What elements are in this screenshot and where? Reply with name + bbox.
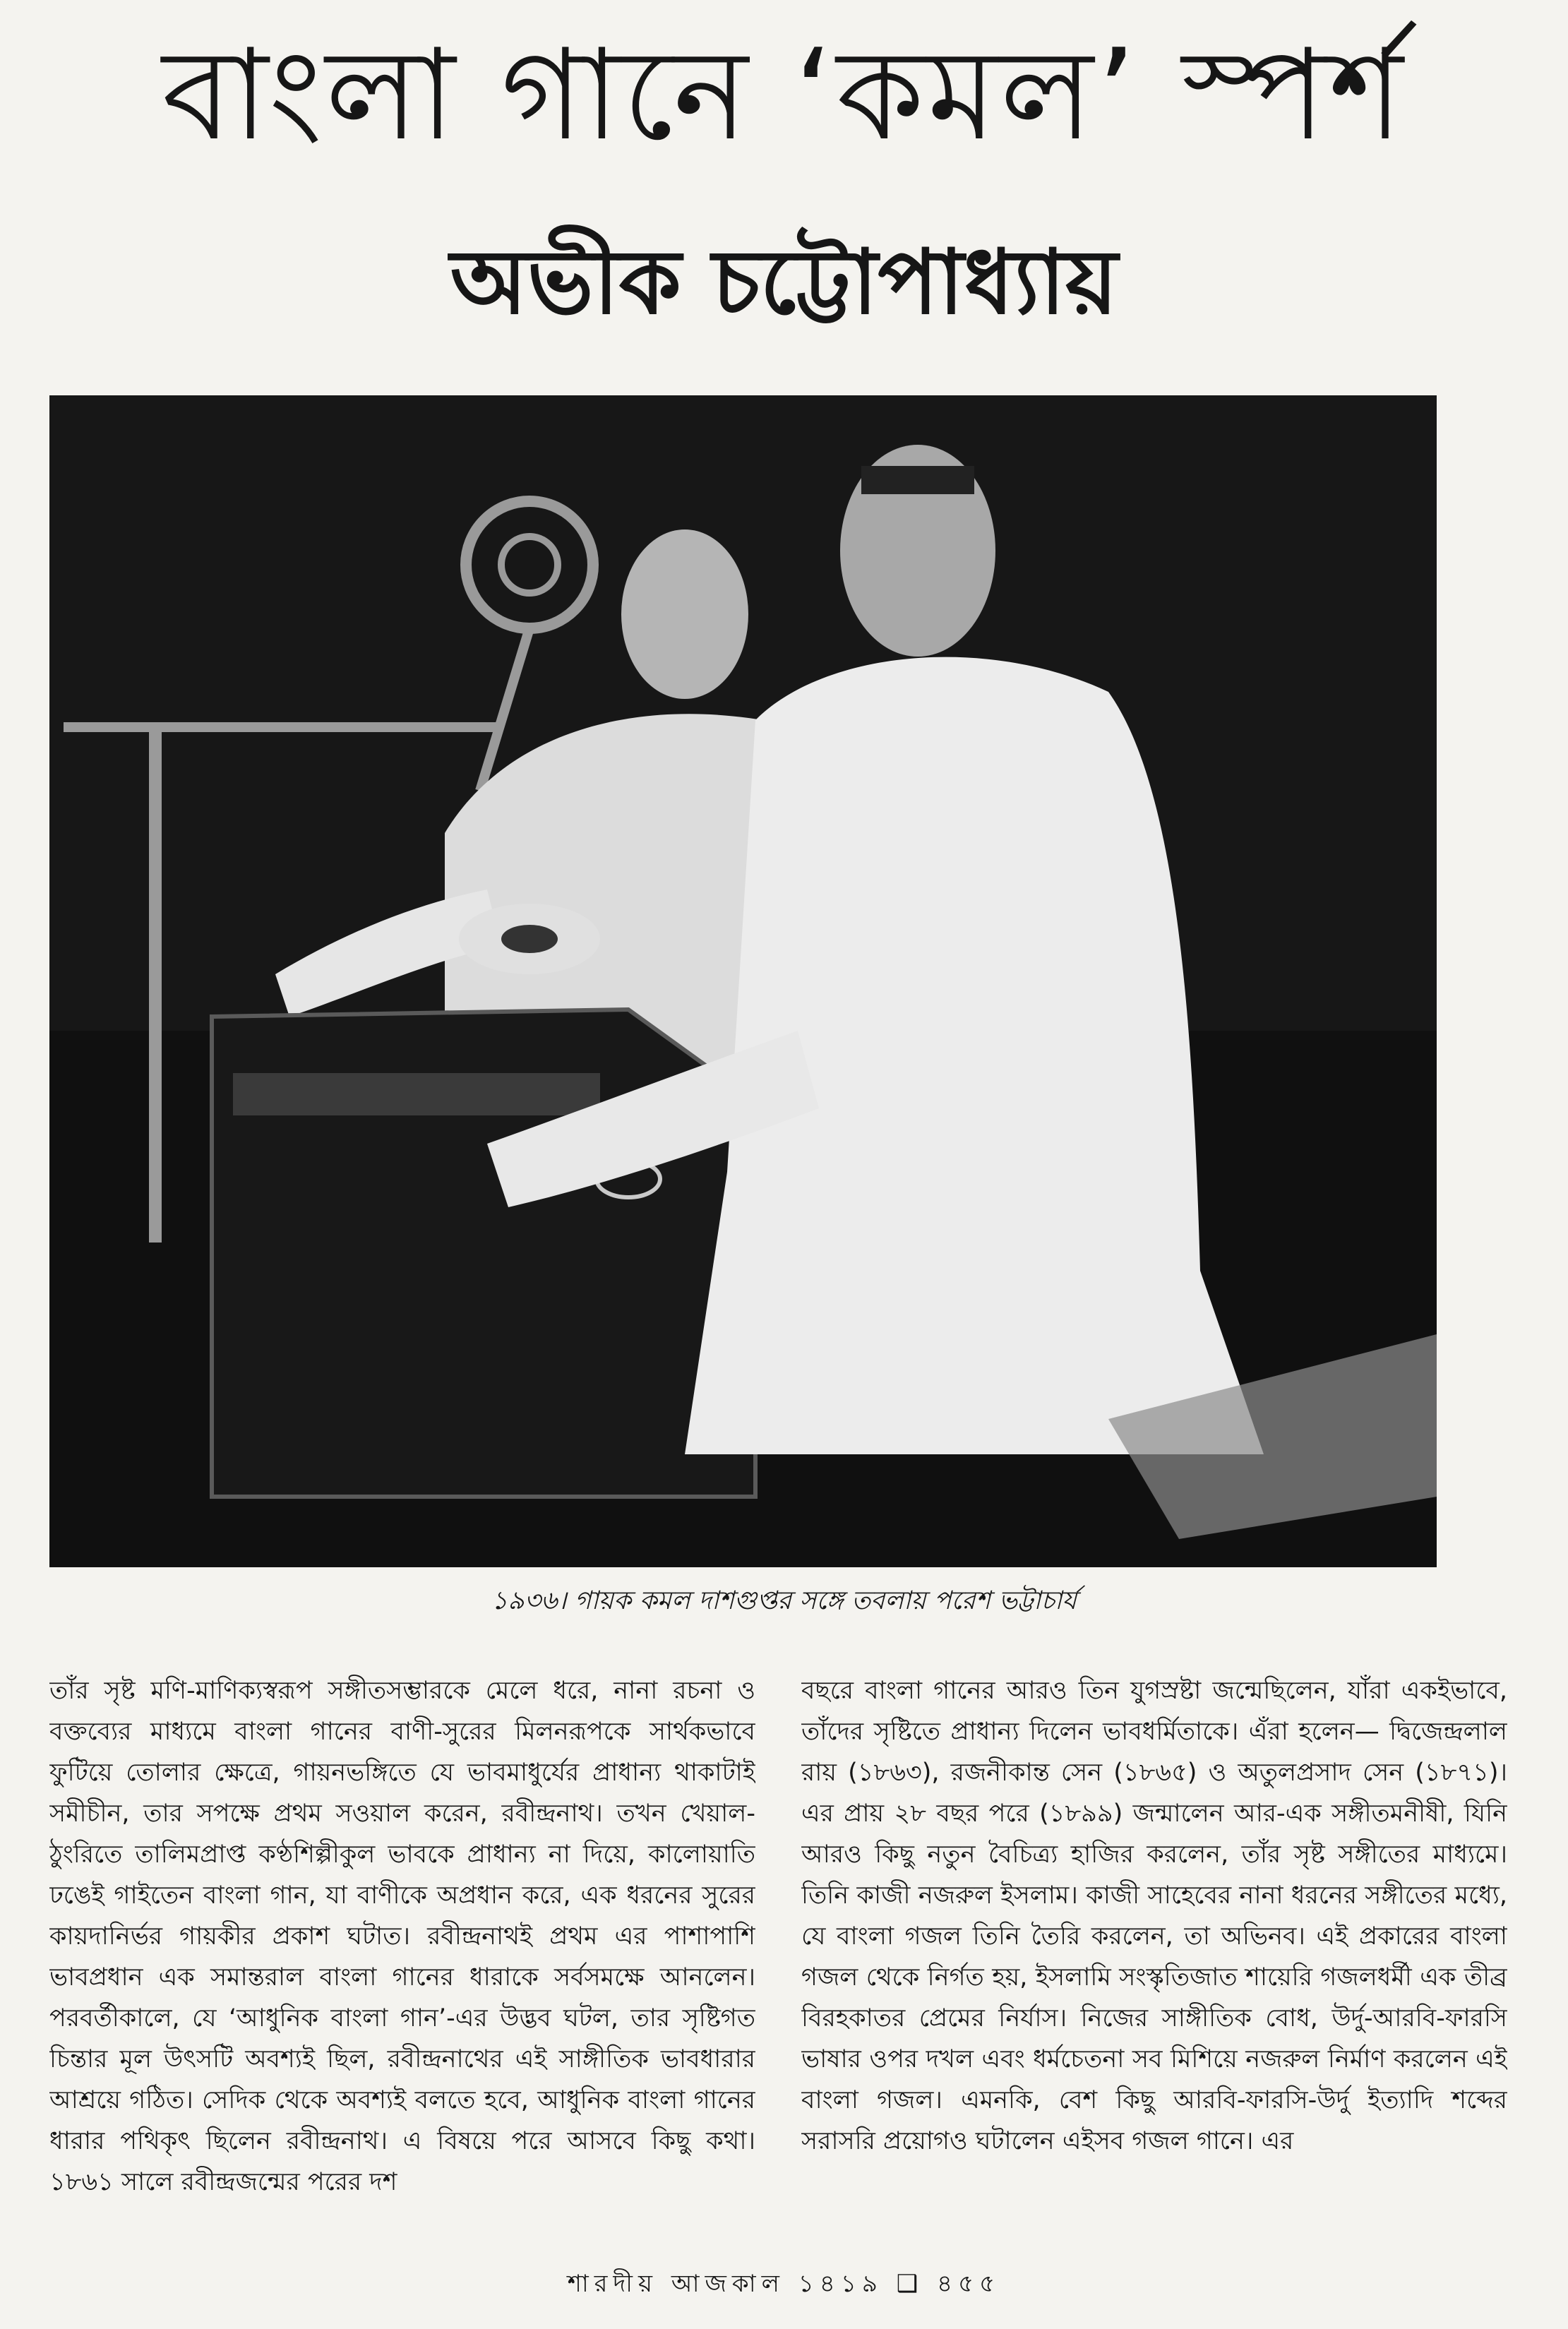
page-footer: শারদীয় আজকাল ১৪১৯ ❑ ৪৫৫ [567,2270,1001,2298]
article-column-right [801,1670,1507,2249]
article-column-left [49,1670,755,2249]
article-title: বাংলা গানে ‘কমল’ স্পর্শ [162,22,1406,168]
photo-illustration [49,395,1437,1567]
photo-caption: ১৯৩৬। গায়ক কমল দাশগুপ্তর সঙ্গে তবলায় পরেশ ভট্টাচার্য [491,1586,1077,1615]
body-paragraph-left: তাঁর সৃষ্ট মণি-মাণিক্যস্বরূপ সঙ্গীতসম্ভারকে মেলে ধরে, নানা রচনা ও বক্তব্যের মাধ্যমে বাংলা গানের বাণী-সুরের মিলনরূপকে সার্থকভাবে ফুটিয়ে তোলার ক্ষেত্রে, গায়নভঙ্গিতে যে ভাবমাধুর্যের প্রাধান্য থাকাটাই সমীচীন, তার সপক্ষে প্রথম সওয়াল করেন, রবীন্দ্রনাথ। তখন খেয়াল-ঠুংরিতে তালিমপ্রাপ্ত কণ্ঠশিল্পীকুল ভাবকে প্রাধান্য না দিয়ে, কালোয়াতি ঢঙেই গাইতেন বাংলা গান, যা বাণীকে অপ্রধান করে, এক ধরনের সুরের কায়দানির্ভর গায়কীর প্রকাশ ঘটাত। রবীন্দ্রনাথই প্রথম এর পাশাপাশি ভাবপ্রধান এক সমান্তরাল বাংলা গানের ধারাকে সর্বসমক্ষে আনলেন। পরবর্তীকালে, যে ‘আধুনিক বাংলা গান’-এর উদ্ভব ঘটল, তার সৃষ্টিগত চিন্তার মূল উৎসটি অবশ্যই ছিল, রবীন্দ্রনাথের এই সাঙ্গীতিক ভাবধারার আশ্রয়ে গঠিত। সেদিক থেকে অবশ্যই বলতে হবে, আধুনিক বাংলা গানের ধারার পথিকৃৎ ছিলেন রবীন্দ্রনাথ। এ বিষয়ে পরে আসবে কিছু কথা। ১৮৬১ সালে রবীন্দ্রজন্মের পরের দশ [49,1677,755,2196]
body-paragraph-right: বছরে বাংলা গানের আরও তিন যুগস্রষ্টা জন্মেছিলেন, যাঁরা একইভাবে, তাঁদের সৃষ্টিতে প্রাধান্য দিলেন ভাবধর্মিতাকে। এঁরা হলেন— দ্বিজেন্দ্রলাল রায় (১৮৬৩), রজনীকান্ত সেন (১৮৬৫) ও অতুলপ্রসাদ সেন (১৮৭১)। এর প্রায় ২৮ বছর পরে (১৮৯৯) জন্মালেন আর-এক সঙ্গীতমনীষী, যিনি আরও কিছু নতুন বৈচিত্র্য হাজির করলেন, তাঁর সৃষ্ট সঙ্গীতের মাধ্যমে। তিনি কাজী নজরুল ইসলাম। কাজী সাহেবের নানা ধরনের সঙ্গীতের মধ্যে, যে বাংলা গজল তিনি তৈরি করলেন, তা অভিনব। এই প্রকারের বাংলা গজল থেকে নির্গত হয়, ইসলামি সংস্কৃতিজাত শায়েরি গজলধর্মী এক তীব্র বিরহকাতর প্রেমের নির্যাস। নিজের সাঙ্গীতিক বোধ, উর্দু-আরবি-ফারসি ভাষার ওপর দখল এবং ধর্মচেতনা সব মিশিয়ে নজরুল নির্মাণ করলেন এই বাংলা গজল। এমনকি, বেশ কিছু আরবি-ফারসি-উর্দু ইত্যাদি শব্দের সরাসরি প্রয়োগও ঘটালেন এইসব গজল গানে। এর [801,1677,1507,2155]
author-name: অভীক চট্টোপাধ্যায় [450,230,1118,334]
tabla-drum [459,904,600,974]
article-photo [49,395,1437,1567]
